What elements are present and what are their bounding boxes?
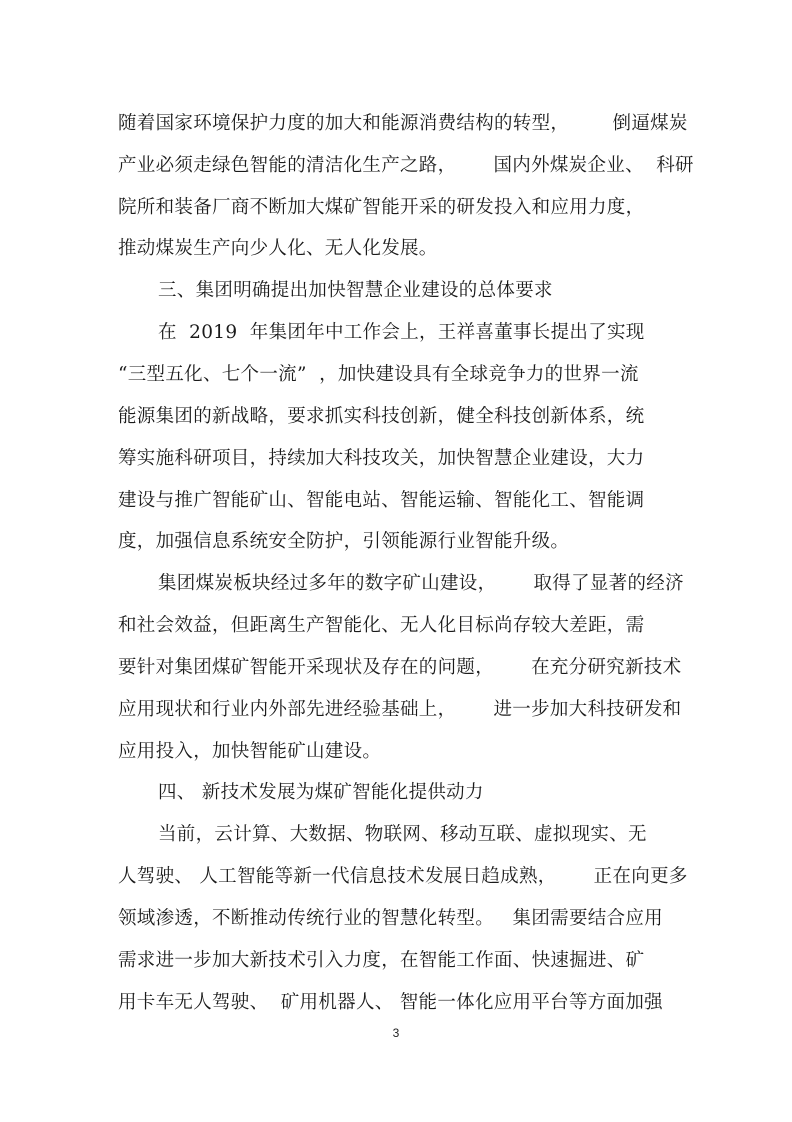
text-line: 建设与推广智能矿山、智能电站、智能运输、智能化工、智能调: [118, 490, 645, 511]
text-line: 需求进一步加大新技术引入力度，在智能工作面、快速掘进、矿: [118, 950, 645, 971]
text-line: 和社会效益，但距离生产智能化、无人化目标尚存较大差距，需: [118, 615, 645, 636]
section-heading: 四、 新技术发展为煤矿智能化提供动力: [158, 782, 484, 803]
text-line: 领域渗透，不断推动传统行业的智慧化转型。 集团需要结合应用: [118, 908, 663, 929]
text-line: 随着国家环境保护力度的加大和能源消费结构的转型， 倒逼煤炭: [118, 113, 688, 134]
text-line: 应用投入，加快智能矿山建设。: [118, 741, 382, 762]
text-line: 院所和装备厂商不断加大煤矿智能开采的研发投入和应用力度，: [118, 197, 645, 218]
text-line: 集团煤炭板块经过多年的数字矿山建设， 取得了显著的经济: [158, 573, 684, 594]
page-number: 3: [392, 1026, 400, 1040]
text-line: 人驾驶、 人工智能等新一代信息技术发展日趋成熟， 正在向更多: [118, 866, 688, 887]
text-line: 应用现状和行业内外部先进经验基础上， 进一步加大科技研发和: [118, 699, 682, 720]
text-line: 度，加强信息系统安全防护，引领能源行业智能升级。: [118, 531, 570, 552]
text-line: 能源集团的新战略，要求抓实科技创新，健全科技创新体系，统: [118, 406, 645, 427]
text-line: 筹实施科研项目，持续加大科技攻关，加快智慧企业建设，大力: [118, 448, 645, 469]
text-line: 在 2019 年集团年中工作会上，王祥喜董事长提出了实现: [158, 322, 645, 343]
text-line: 推动煤炭生产向少人化、无人化发展。: [118, 238, 438, 259]
text-line: 产业必须走绿色智能的清洁化生产之路， 国内外煤炭企业、 科研: [118, 155, 694, 176]
section-heading: 三、集团明确提出加快智慧企业建设的总体要求: [158, 280, 553, 301]
text-line: 当前，云计算、大数据、物联网、移动互联、虚拟现实、无: [158, 824, 647, 845]
text-line: 用卡车无人驾驶、 矿用机器人、 智能一体化应用平台等方面加强: [118, 992, 663, 1013]
text-line: 要针对集团煤矿智能开采现状及存在的问题， 在充分研究新技术: [118, 657, 682, 678]
text-line: “三型五化、七个一流” ，加快建设具有全球竞争力的世界一流: [118, 364, 639, 385]
